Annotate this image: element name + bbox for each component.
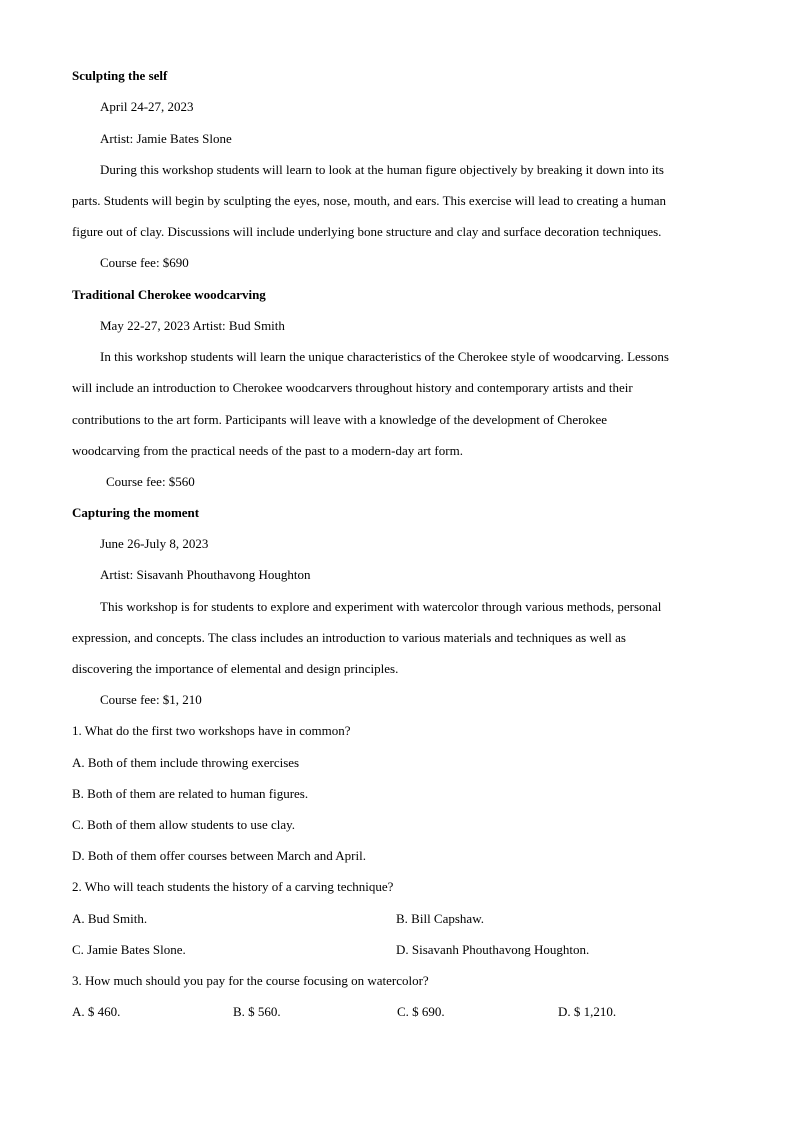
workshop-1-title: Sculpting the self bbox=[72, 68, 168, 83]
workshop-3-date: June 26-July 8, 2023 bbox=[100, 536, 209, 551]
workshop-3-desc-line: This workshop is for students to explore and experiment with watercolor through various methods, personal bbox=[100, 599, 662, 614]
workshop-3-fee: Course fee: $1, 210 bbox=[100, 692, 202, 707]
question-2-option-c: C. Jamie Bates Slone. bbox=[72, 942, 186, 957]
workshop-1-artist: Artist: Jamie Bates Slone bbox=[100, 131, 232, 146]
workshop-3-artist: Artist: Sisavanh Phouthavong Houghton bbox=[100, 567, 311, 582]
workshop-1-date: April 24-27, 2023 bbox=[100, 99, 194, 114]
workshop-2-date-artist: May 22-27, 2023 Artist: Bud Smith bbox=[100, 318, 285, 333]
workshop-3-title: Capturing the moment bbox=[72, 505, 200, 520]
workshop-2-desc-line: woodcarving from the practical needs of the past to a modern-day art form. bbox=[72, 443, 463, 458]
question-1-option-a: A. Both of them include throwing exercises bbox=[72, 755, 300, 770]
workshop-2-desc-line: contributions to the art form. Participants will leave with a knowledge of the development of Cherokee bbox=[72, 412, 608, 427]
question-2-option-b: B. Bill Capshaw. bbox=[396, 911, 484, 926]
workshop-2-fee: Course fee: $560 bbox=[106, 474, 195, 489]
question-3-option-b: B. $ 560. bbox=[233, 1004, 281, 1019]
question-1-text: 1. What do the first two workshops have in common? bbox=[72, 723, 351, 738]
question-3-option-c: C. $ 690. bbox=[397, 1004, 445, 1019]
workshop-1-desc-line: During this workshop students will learn to look at the human figure objectively by breaking it down into its bbox=[100, 162, 664, 177]
workshop-2-title: Traditional Cherokee woodcarving bbox=[72, 287, 266, 302]
workshop-2-desc-line: will include an introduction to Cherokee woodcarvers throughout history and contemporary artists and their bbox=[72, 380, 633, 395]
workshop-1-desc-line: figure out of clay. Discussions will include underlying bone structure and clay and surface decoration techniques. bbox=[72, 224, 662, 239]
question-1-option-c: C. Both of them allow students to use clay. bbox=[72, 817, 296, 832]
workshop-1-desc-line: parts. Students will begin by sculpting the eyes, nose, mouth, and ears. This exercise will lead to creating a human bbox=[72, 193, 667, 208]
workshop-2-desc-line: In this workshop students will learn the unique characteristics of the Cherokee style of woodcarving. Lessons bbox=[100, 349, 669, 364]
question-3-option-d: D. $ 1,210. bbox=[558, 1004, 617, 1019]
question-1-option-b: B. Both of them are related to human figures. bbox=[72, 786, 309, 801]
workshop-3-desc-line: discovering the importance of elemental and design principles. bbox=[72, 661, 399, 676]
question-2-option-a: A. Bud Smith. bbox=[72, 911, 148, 926]
workshop-1-fee: Course fee: $690 bbox=[100, 255, 189, 270]
workshop-3-desc-line: expression, and concepts. The class includes an introduction to various materials and techniques as well as bbox=[72, 630, 626, 645]
question-1-option-d: D. Both of them offer courses between March and April. bbox=[72, 848, 366, 863]
question-2-option-d: D. Sisavanh Phouthavong Houghton. bbox=[396, 942, 590, 957]
question-2-text: 2. Who will teach students the history of a carving technique? bbox=[72, 879, 394, 894]
question-3-option-a: A. $ 460. bbox=[72, 1004, 121, 1019]
question-3-text: 3. How much should you pay for the course focusing on watercolor? bbox=[72, 973, 429, 988]
